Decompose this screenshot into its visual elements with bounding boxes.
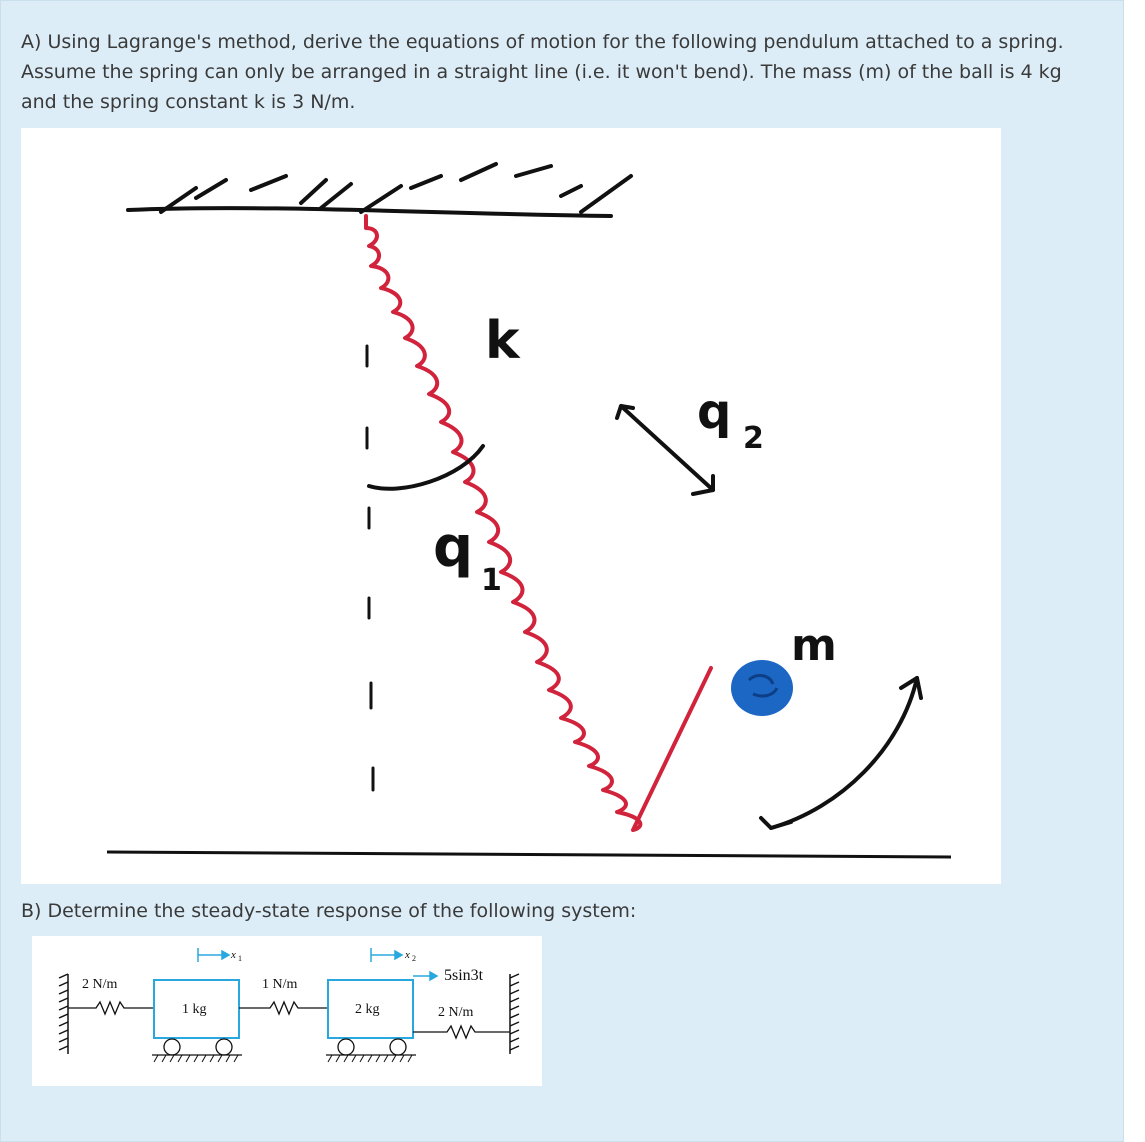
two-mass-system-figure	[32, 936, 542, 1086]
x2-subscript: 2	[412, 954, 416, 963]
part-b-text: B) Determine the steady-state response of the following system:	[21, 900, 637, 922]
right-wall	[510, 974, 519, 1054]
mass-1-label: 1 kg	[182, 1002, 207, 1017]
q1-subscript: 1	[481, 563, 502, 598]
mass-ball	[731, 660, 793, 716]
spring-1-label: 2 N/m	[82, 977, 118, 992]
force-arrow	[413, 972, 437, 980]
x1-label: x	[231, 949, 236, 961]
x1-arrow	[198, 948, 229, 962]
q2-subscript: 2	[743, 421, 764, 456]
spring-2	[239, 1002, 328, 1014]
part-a-text: A) Using Lagrange's method, derive the equations of motion for the following pendulum attached to a spring. Assume the spring can only be arranged in a straight line (i.e. it won't bend). The mass (m) of the ball is 4 kg and the spring constant k is 3 N/m.	[21, 31, 1064, 113]
vertical-reference-line	[367, 346, 373, 790]
pendulum-spring-figure	[21, 128, 1001, 884]
floor-line	[107, 852, 951, 857]
q2-label: q	[697, 384, 732, 440]
mass-m-label: m	[791, 620, 837, 671]
x1-subscript: 1	[238, 954, 242, 963]
spring-coil	[366, 216, 711, 830]
x2-arrow	[371, 948, 402, 962]
mass-2-label: 2 kg	[355, 1002, 380, 1017]
left-wall	[59, 974, 68, 1054]
spring-k-label: k	[485, 311, 520, 371]
ceiling	[128, 164, 631, 216]
q1-label: q	[433, 515, 474, 580]
spring-3-label: 2 N/m	[438, 1005, 474, 1020]
spring-1	[68, 1002, 154, 1014]
x2-label: x	[405, 949, 410, 961]
force-label: 5sin3t	[444, 967, 484, 984]
spring-2-label: 1 N/m	[262, 977, 298, 992]
spring-3	[413, 1026, 510, 1038]
